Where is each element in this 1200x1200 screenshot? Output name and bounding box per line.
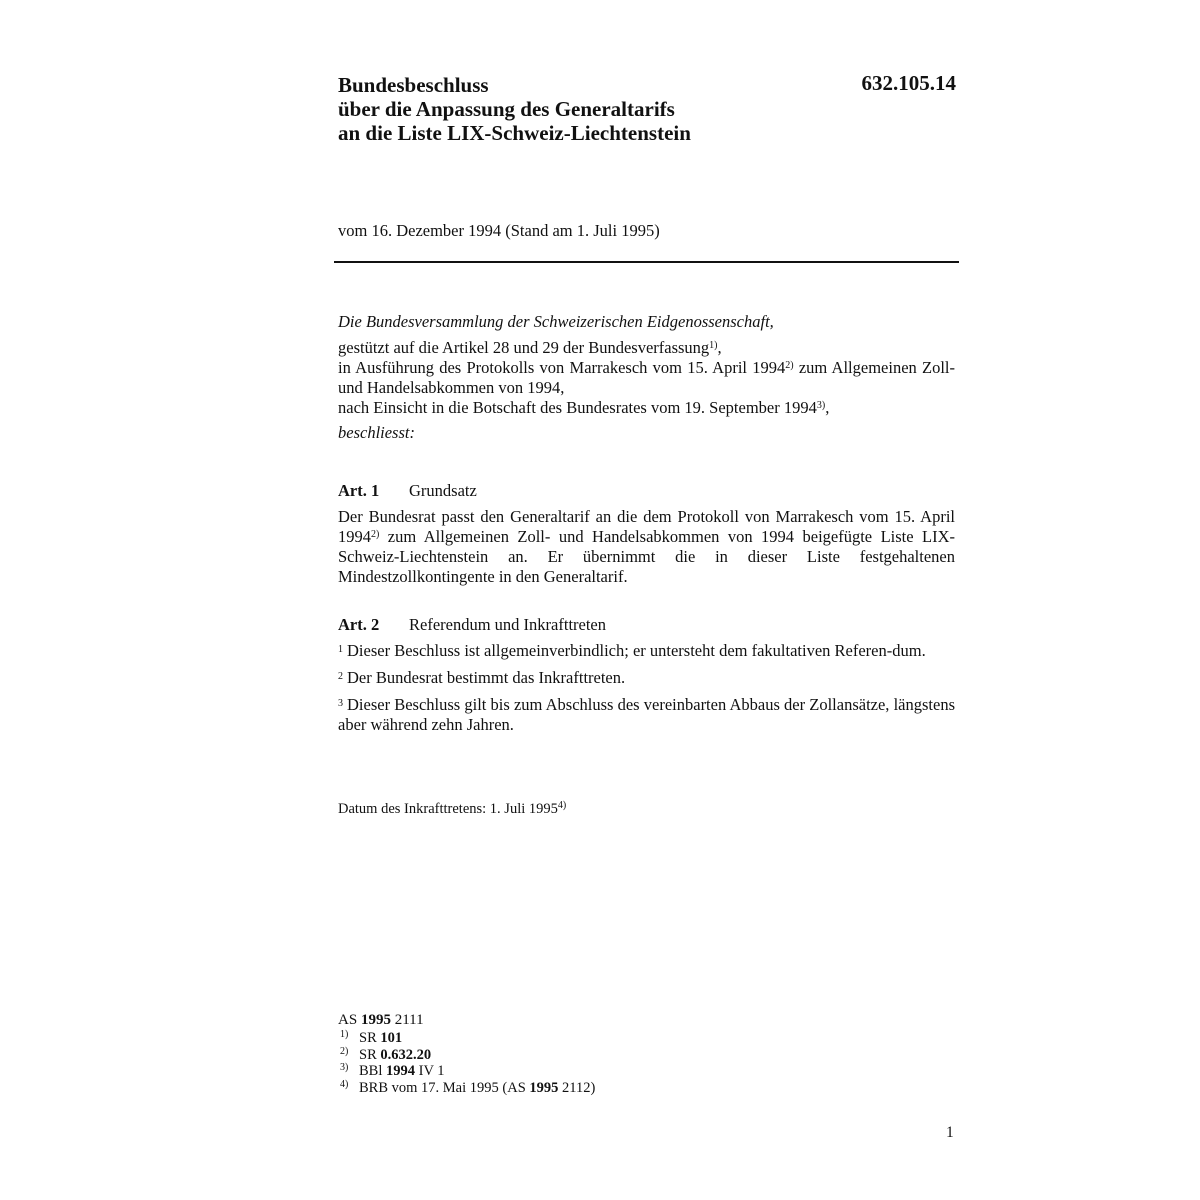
footnote: 2) SR 0.632.20: [340, 1045, 432, 1063]
title-line: an die Liste LIX-Schweiz-Liechtenstein: [338, 121, 691, 145]
article-number: Art. 1: [338, 481, 380, 500]
article-title: Referendum und Inkrafttreten: [409, 615, 607, 634]
footnote-ref[interactable]: 1): [709, 340, 718, 351]
title-line: Bundesbeschluss: [338, 73, 489, 97]
preamble-line: gestützt auf die Artikel 28 und 29 der Bundesverfassung$^{1)}$,: [338, 338, 722, 357]
footnote-ref[interactable]: 2): [785, 360, 794, 371]
article-text: Der Bundesrat passt den Generaltarif an die dem Protokoll von Marrakesch vom 15. April 1994$^{2)}$ zum Allgemeinen Zoll- und Handelsabkommen von 1994 beigefügte Liste LIX-Schweiz-Liechtenstein an. Er übernimmt die in dieser Liste festgehaltenen Mindestzollkontingente in den Generaltarif.: [338, 507, 955, 586]
article-number: Art. 2: [338, 615, 380, 634]
footnote: 1) SR 101: [340, 1029, 403, 1046]
title-line: über die Anpassung des Generaltarifs: [338, 97, 675, 121]
page-number: 1: [946, 1124, 954, 1141]
sr-number: 632.105.14: [861, 71, 956, 95]
entry-into-force: Datum des Inkrafttretens: 1. Juli 1995$^{4)}$: [338, 800, 567, 817]
document-title: [338, 73, 691, 145]
footnote-ref[interactable]: 4): [557, 800, 567, 811]
preamble-line: in Ausführung des Protokolls von Marrakesch vom 15. April 1994$^{2)}$ zum Allgemeinen Zoll- und Handelsabkommen von 1994,: [338, 358, 956, 397]
official-source: AS 1995 2111: [338, 1012, 424, 1028]
footnote: 3) BBl 1994 IV 1: [340, 1062, 445, 1079]
divider-rule: [334, 261, 959, 263]
article-heading: [338, 615, 955, 635]
footnote-ref[interactable]: 2): [371, 529, 380, 540]
date-line: vom 16. Dezember 1994 (Stand am 1. Juli 1995): [338, 221, 660, 240]
footnote: 4) BRB vom 17. Mai 1995 (AS 1995 2112): [340, 1078, 596, 1096]
article-paragraph: $^2$ Der Bundesrat bestimmt das Inkrafttreten.: [338, 668, 626, 687]
preamble-intro: Die Bundesversammlung der Schweizerischen Eidgenossenschaft,: [338, 312, 774, 331]
footnotes: [340, 1030, 595, 1096]
article-title: Grundsatz: [409, 481, 477, 500]
article-paragraph: $^3$ Dieser Beschluss gilt bis zum Abschluss des vereinbarten Abbaus der Zollansätze, längstens aber während zehn Jahren.: [338, 695, 955, 734]
article-2: [338, 615, 955, 742]
preamble-line: nach Einsicht in die Botschaft des Bundesrates vom 19. September 1994$^{3)}$,: [338, 398, 830, 417]
article-1: [338, 481, 955, 587]
footnote-ref[interactable]: 3): [816, 400, 826, 411]
article-heading: [338, 481, 955, 501]
preamble-decides: beschliesst:: [338, 423, 415, 442]
preamble: [338, 312, 955, 443]
article-paragraph: $^1$ Dieser Beschluss ist allgemeinverbindlich; er untersteht dem fakultativen Referen-dum.: [338, 641, 926, 660]
